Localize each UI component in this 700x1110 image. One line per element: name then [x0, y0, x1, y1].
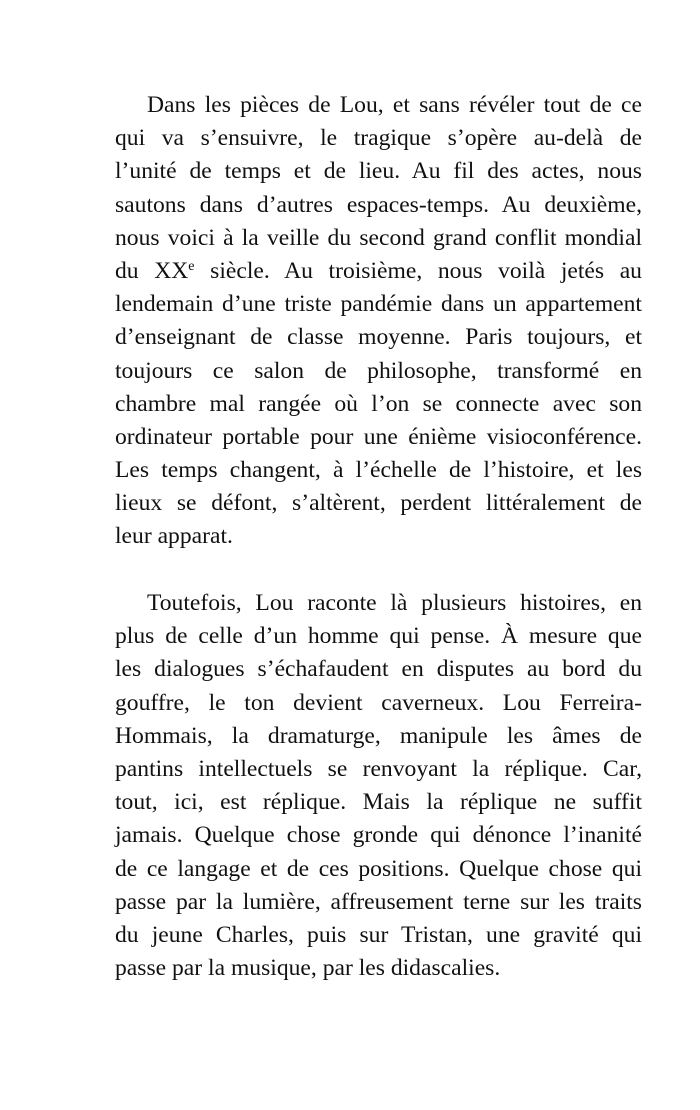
- text-line: tout, ici, est réplique. Mais la réplique ne suffit: [115, 789, 642, 816]
- text-fragment: siècle. Au troisième, nous voilà jetés au: [194, 257, 642, 284]
- text-line: qui va s’ensuivre, le tragique s’opère au-delà de: [115, 125, 642, 152]
- text-line: sautons dans d’autres espaces-temps. Au deuxième,: [115, 191, 642, 218]
- text-line: Dans les pièces de Lou, et sans révéler tout de ce: [147, 92, 642, 118]
- text-line: lendemain d’une triste pandémie dans un appartement: [115, 291, 642, 318]
- text-line: passe par la musique, par les didascalies.: [115, 955, 501, 982]
- text-line: leur apparat.: [115, 523, 233, 550]
- text-line: nous voici à la veille du second grand conflit mondial: [115, 224, 642, 251]
- text-line: gouffre, le ton devient caverneux. Lou Ferreira-: [115, 689, 642, 716]
- paragraph-1: [115, 89, 642, 554]
- text-line: d’enseignant de classe moyenne. Paris toujours, et: [115, 324, 642, 351]
- text-line-with-superscript: [115, 255, 642, 288]
- text-line: ordinateur portable pour une énième visioconférence.: [115, 423, 642, 450]
- text-line: passe par la lumière, affreusement terne sur les traits: [115, 888, 642, 915]
- text-line: Hommais, la dramaturge, manipule les âmes de: [115, 722, 642, 749]
- text-line: de ce langage et de ces positions. Quelque chose qui: [115, 855, 642, 882]
- superscript: e: [188, 258, 195, 274]
- text-line: pantins intellectuels se renvoyant la réplique. Car,: [115, 755, 642, 782]
- text-line: toujours ce salon de philosophe, transformé en: [115, 357, 642, 384]
- paragraph-2: [115, 587, 642, 985]
- text-fragment: du XX: [115, 257, 189, 284]
- text-line: jamais. Quelque chose gronde qui dénonce l’inanité: [115, 822, 642, 849]
- text-line: chambre mal rangée où l’on se connecte avec son: [115, 390, 642, 417]
- text-line: lieux se défont, s’altèrent, perdent littéralement de: [115, 490, 642, 517]
- text-line: plus de celle d’un homme qui pense. À mesure que: [115, 623, 642, 650]
- text-line: les dialogues s’échafaudent en disputes au bord du: [115, 656, 642, 683]
- text-line: du jeune Charles, puis sur Tristan, une gravité qui: [115, 921, 642, 948]
- text-line: Les temps changent, à l’échelle de l’histoire, et les: [115, 457, 642, 484]
- text-line: l’unité de temps et de lieu. Au fil des actes, nous: [115, 158, 642, 185]
- text-line: Toutefois, Lou raconte là plusieurs histoires, en: [147, 590, 642, 616]
